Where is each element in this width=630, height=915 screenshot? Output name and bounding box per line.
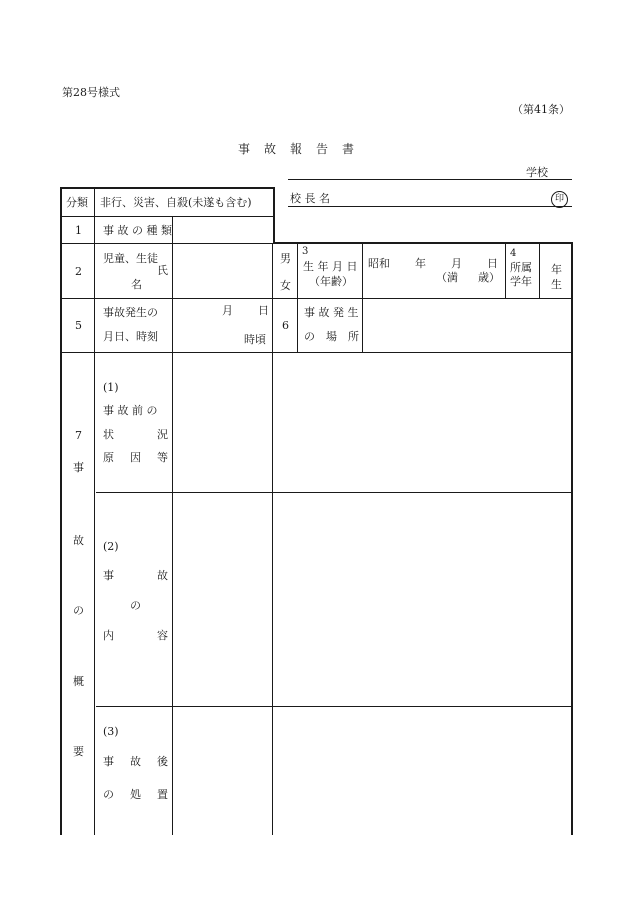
- occurrence-month-unit: 月: [222, 304, 233, 317]
- table-left-border: [60, 187, 62, 835]
- occurrence-day-unit: 日: [258, 304, 269, 317]
- sub2-line1-a: 事: [103, 569, 114, 582]
- age-open: （満: [436, 271, 458, 284]
- row-sep-2: [60, 243, 275, 244]
- col-sep-birth-label: [362, 243, 363, 352]
- row-sep-3: [60, 298, 573, 299]
- row5-num: 5: [75, 319, 82, 332]
- col-sep-label: [172, 216, 173, 835]
- sex-female[interactable]: 女: [280, 279, 291, 292]
- birth-num: 3: [302, 246, 309, 257]
- sub3-num: (3): [103, 725, 119, 738]
- birth-month-unit: 月: [451, 257, 462, 270]
- bunrui-value: 非行、災害、自殺(未遂も含む): [100, 196, 252, 209]
- student-label-line2: 氏: [157, 264, 168, 277]
- sub1-line1: 事 故 前 の: [103, 404, 158, 417]
- place-label-line1: 事 故 発 生: [304, 306, 359, 319]
- pre-accident-field-a[interactable]: [174, 354, 271, 491]
- table-top-border: [60, 187, 275, 189]
- principal-name-line[interactable]: [288, 206, 572, 207]
- sub2-line2: の: [130, 599, 141, 612]
- occurrence-datetime-field[interactable]: [174, 300, 271, 351]
- student-name-field[interactable]: [174, 245, 271, 297]
- grade-num: 4: [510, 248, 517, 259]
- sub1-line2-b: 況: [157, 428, 168, 441]
- col-sep-num: [94, 187, 95, 835]
- grade-label-line1: 所属: [510, 261, 532, 274]
- birth-year-unit: 年: [415, 257, 426, 270]
- occurrence-time-unit: 時頃: [244, 333, 266, 346]
- sub3-line2-b: 処: [130, 788, 141, 801]
- sub3-line2-a: の: [103, 788, 114, 801]
- accident-type-field[interactable]: [174, 218, 272, 242]
- accident-detail-field-b[interactable]: [274, 494, 570, 705]
- row-sep-6: [96, 706, 573, 707]
- row-sep-5: [96, 492, 573, 493]
- summary-char-2: 故: [73, 534, 84, 547]
- post-accident-field-b[interactable]: [274, 708, 570, 835]
- summary-char-1: 事: [73, 461, 84, 474]
- summary-char-4: 概: [73, 675, 84, 688]
- summary-char-5: 要: [73, 745, 84, 758]
- col-sep-sex: [297, 243, 298, 352]
- row-sep-4: [60, 352, 573, 353]
- table-inner-right-border: [273, 187, 275, 243]
- student-label-line1: 児童、生徒: [103, 252, 158, 265]
- occurrence-label-line2: 月日、時刻: [103, 330, 158, 343]
- student-label-line3: 名: [131, 278, 142, 291]
- row-sep-1: [60, 216, 275, 217]
- place-label-line2: の 場 所: [304, 330, 359, 343]
- col-sep-birth-value: [505, 243, 506, 298]
- birth-label-line1: 生 年 月 日: [303, 260, 358, 273]
- col-sep-grade-label: [539, 243, 540, 298]
- article-reference: （第41条）: [512, 103, 570, 116]
- sub2-num: (2): [103, 540, 119, 553]
- birth-era: 昭和: [368, 257, 390, 270]
- table-upper-right-border: [273, 242, 573, 244]
- birth-day-unit: 日: [487, 257, 498, 270]
- col-sep-value: [272, 243, 273, 835]
- grade-label-line2: 学年: [510, 275, 532, 288]
- accident-detail-field-a[interactable]: [174, 494, 271, 705]
- sub3-line1-b: 故: [130, 755, 141, 768]
- grade-field[interactable]: [541, 245, 570, 297]
- grade-nen: 年: [551, 263, 562, 276]
- principal-label: 校 長 名: [290, 192, 330, 205]
- form-number: 第28号様式: [62, 86, 120, 99]
- seal-mark: 印: [551, 191, 568, 208]
- row1-num: 1: [75, 224, 82, 237]
- row1-label: 事 故 の 種 類: [103, 224, 172, 237]
- summary-char-3: の: [73, 604, 84, 617]
- sub1-line3-c: 等: [157, 451, 168, 464]
- school-label: 学校: [526, 166, 548, 179]
- sub3-line2-c: 置: [157, 788, 168, 801]
- sex-male[interactable]: 男: [280, 252, 291, 265]
- occurrence-label-line1: 事故発生の: [103, 306, 158, 319]
- row6-num: 6: [282, 319, 289, 332]
- pre-accident-field-b[interactable]: [274, 354, 570, 491]
- sub1-num: (1): [103, 381, 119, 394]
- sub1-line3-a: 原: [103, 451, 114, 464]
- table-right-border: [571, 242, 573, 835]
- sub3-line1-c: 後: [157, 755, 168, 768]
- bunrui-label: 分類: [66, 196, 88, 209]
- row7-num: 7: [75, 429, 82, 442]
- birth-label-line2: （年齢）: [309, 275, 353, 288]
- sub3-line1-a: 事: [103, 755, 114, 768]
- occurrence-place-field[interactable]: [364, 300, 570, 351]
- grade-sei: 生: [551, 278, 562, 291]
- sub1-line2-a: 状: [103, 428, 114, 441]
- sub2-line1-b: 故: [157, 569, 168, 582]
- school-name-line[interactable]: [288, 179, 572, 180]
- birth-date-field[interactable]: [364, 245, 504, 297]
- age-close: 歳）: [478, 271, 500, 284]
- sub1-line3-b: 因: [130, 451, 141, 464]
- sub2-line3-b: 容: [157, 629, 168, 642]
- sub2-line3-a: 内: [103, 629, 114, 642]
- row2-num: 2: [75, 265, 82, 278]
- document-title: 事 故 報 告 書: [238, 142, 356, 156]
- post-accident-field-a[interactable]: [174, 708, 271, 835]
